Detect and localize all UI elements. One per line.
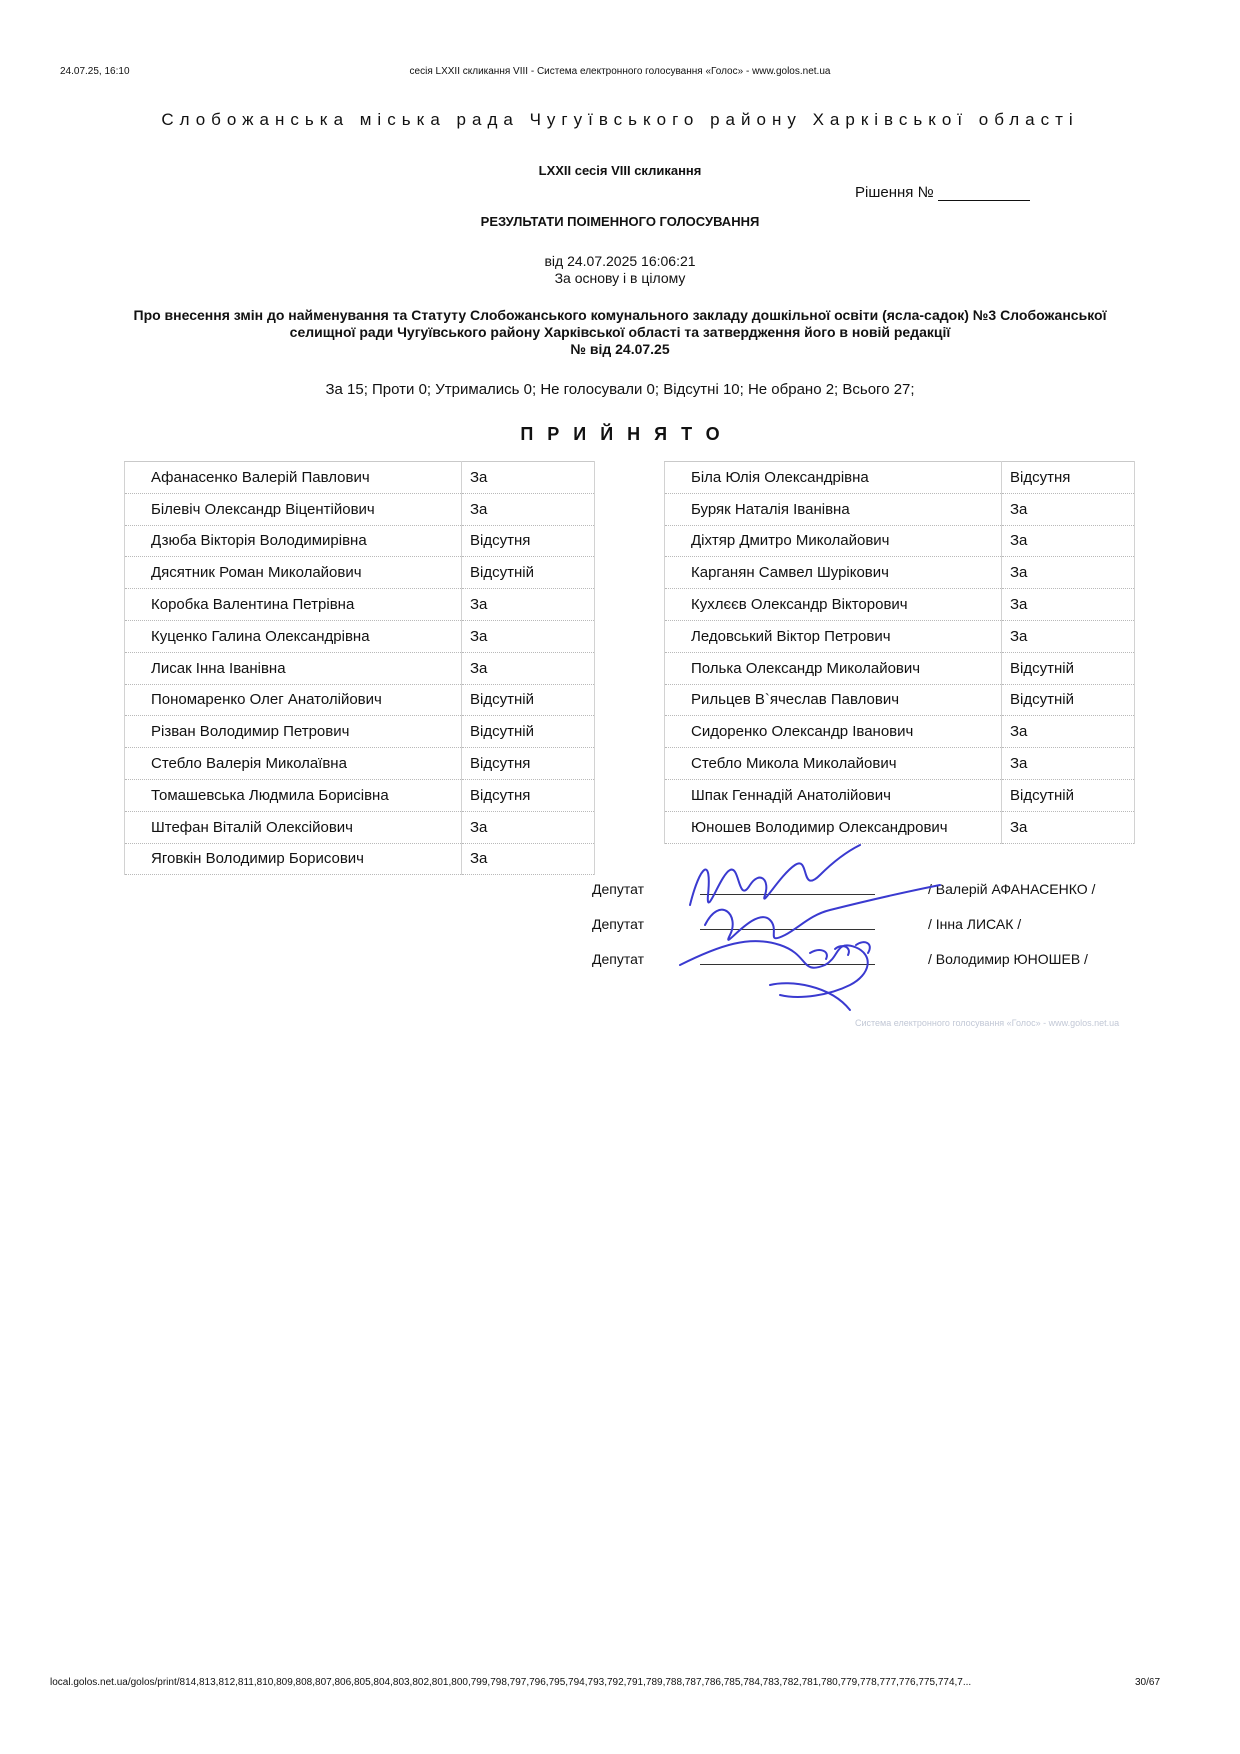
deputy-vote: За: [462, 620, 595, 652]
deputy-vote: За: [1002, 748, 1135, 780]
vote-row: [665, 462, 1135, 494]
deputy-vote: За: [1002, 493, 1135, 525]
handwritten-signatures: [660, 835, 960, 1015]
signatory-name: / Валерій АФАНАСЕНКО /: [928, 881, 1096, 897]
vote-row: [665, 748, 1135, 780]
deputy-name: Томашевська Людмила Борисівна: [125, 779, 462, 811]
council-name: Слобожанська міська рада Чугуївського району Харківської області: [161, 110, 1079, 129]
deputy-vote: За: [462, 843, 595, 875]
deputy-name: Сидоренко Олександр Іванович: [665, 716, 1002, 748]
signatory-label: Депутат: [592, 916, 644, 932]
subject-number: № від 24.07.25: [570, 341, 670, 357]
deputy-name: Біла Юлія Олександрівна: [665, 462, 1002, 494]
vote-row: [125, 620, 595, 652]
deputy-name: Афанасенко Валерій Павлович: [125, 462, 462, 494]
deputy-vote: Відсутня: [1002, 462, 1135, 494]
vote-row: [125, 779, 595, 811]
deputy-vote: За: [462, 652, 595, 684]
vote-row: [125, 462, 595, 494]
votes-table-left: [124, 461, 595, 875]
deputy-vote: За: [462, 462, 595, 494]
results-title: РЕЗУЛЬТАТИ ПОІМЕННОГО ГОЛОСУВАННЯ: [480, 214, 760, 229]
deputy-name: Штефан Віталій Олексійович: [125, 811, 462, 843]
deputy-vote: За: [1002, 811, 1135, 843]
deputy-name: Різван Володимир Петрович: [125, 716, 462, 748]
session-title: LXXII сесія VIII скликання: [538, 163, 702, 178]
deputy-vote: За: [462, 493, 595, 525]
deputy-name: Пономаренко Олег Анатолійович: [125, 684, 462, 716]
vote-row: [665, 525, 1135, 557]
signatory-name: / Володимир ЮНОШЕВ /: [928, 951, 1088, 967]
deputy-vote: За: [1002, 716, 1135, 748]
deputy-name: Стебло Валерія Миколаївна: [125, 748, 462, 780]
signature-stroke: [690, 845, 860, 905]
vote-date: від 24.07.2025 16:06:21: [544, 253, 696, 269]
print-timestamp: 24.07.25, 16:10: [60, 66, 130, 77]
deputy-vote: Відсутня: [462, 748, 595, 780]
deputy-name: Дясятник Роман Миколайович: [125, 557, 462, 589]
deputy-name: Полька Олександр Миколайович: [665, 652, 1002, 684]
vote-row: [125, 557, 595, 589]
deputy-vote: Відсутня: [462, 779, 595, 811]
decision-label: Рішення №: [855, 184, 934, 201]
deputy-vote: Відсутній: [1002, 684, 1135, 716]
vote-row: [125, 652, 595, 684]
deputy-name: Карганян Самвел Шурікович: [665, 557, 1002, 589]
vote-basis: За основу і в цілому: [554, 270, 686, 286]
footer-url: local.golos.net.ua/golos/print/814,813,812,811,810,809,808,807,806,805,804,803,802,801,800,799,798,797,796,795,794,793,792,791,789,788,787,786,785,784,783,782,781,780,779,778,777,776,775,774,7...: [50, 1677, 972, 1688]
deputy-name: Шпак Геннадій Анатолійович: [665, 779, 1002, 811]
vote-row: [665, 557, 1135, 589]
deputy-name: Рильцев В`ячеслав Павлович: [665, 684, 1002, 716]
deputy-name: Кухлєєв Олександр Вікторович: [665, 589, 1002, 621]
vote-row: [125, 748, 595, 780]
deputy-name: Яговкін Володимир Борисович: [125, 843, 462, 875]
deputy-vote: Відсутній: [1002, 652, 1135, 684]
deputy-name: Юношев Володимир Олександрович: [665, 811, 1002, 843]
decision-blank-line: [938, 186, 1030, 201]
vote-row: [125, 589, 595, 621]
signatory-label: Депутат: [592, 881, 644, 897]
vote-row: [665, 684, 1135, 716]
vote-row: [665, 779, 1135, 811]
deputy-name: Куценко Галина Олександрівна: [125, 620, 462, 652]
deputy-vote: Відсутній: [462, 684, 595, 716]
subject-text: Про внесення змін до найменування та Статуту Слобожанського комунального закладу дошкільної освіти (ясла-садок) №3 Слобожанської селищної ради Чугуївського району Харківської області та затвердження його в новій редакції: [133, 307, 1107, 340]
votes-table-right: [664, 461, 1135, 844]
vote-row: [665, 589, 1135, 621]
page-number: 30/67: [1135, 1677, 1161, 1688]
deputy-name: Лисак Інна Іванівна: [125, 652, 462, 684]
print-header-source: сесія LXXII скликання VIII - Система електронного голосування «Голос» - www.golos.net.ua: [409, 66, 831, 77]
signature-stroke: [680, 941, 868, 997]
deputy-vote: Відсутня: [462, 525, 595, 557]
deputy-name: Стебло Микола Миколайович: [665, 748, 1002, 780]
decision-number: [855, 184, 1030, 201]
vote-row: [665, 652, 1135, 684]
vote-result: ПРИЙНЯТО: [520, 424, 734, 444]
vote-row: [125, 811, 595, 843]
deputy-name: Ледовський Віктор Петрович: [665, 620, 1002, 652]
signature-stroke: [705, 885, 940, 940]
vote-row: [125, 843, 595, 875]
vote-date-block: [0, 253, 1240, 287]
deputy-vote: Відсутній: [462, 716, 595, 748]
vote-row: [125, 684, 595, 716]
vote-row: [665, 716, 1135, 748]
vote-row: [665, 620, 1135, 652]
vote-row: [125, 493, 595, 525]
deputy-name: Дзюба Вікторія Володимирівна: [125, 525, 462, 557]
deputy-name: Буряк Наталія Іванівна: [665, 493, 1002, 525]
deputy-vote: За: [1002, 589, 1135, 621]
deputy-vote: За: [462, 589, 595, 621]
deputy-name: Білевіч Олександр Віцентійович: [125, 493, 462, 525]
vote-row: [125, 525, 595, 557]
signatory-label: Депутат: [592, 951, 644, 967]
deputy-name: Діхтяр Дмитро Миколайович: [665, 525, 1002, 557]
deputy-vote: За: [1002, 620, 1135, 652]
deputy-vote: За: [462, 811, 595, 843]
vote-row: [665, 493, 1135, 525]
vote-totals: За 15; Проти 0; Утримались 0; Не голосували 0; Відсутні 10; Не обрано 2; Всього 27;: [325, 381, 915, 398]
deputy-vote: За: [1002, 557, 1135, 589]
deputy-name: Коробка Валентина Петрівна: [125, 589, 462, 621]
deputy-vote: Відсутній: [462, 557, 595, 589]
subject-block: [120, 307, 1120, 358]
vote-row: [125, 716, 595, 748]
signatory-name: / Інна ЛИСАК /: [928, 916, 1022, 932]
deputy-vote: За: [1002, 525, 1135, 557]
deputy-vote: Відсутній: [1002, 779, 1135, 811]
system-watermark: Система електронного голосування «Голос» - www.golos.net.ua: [855, 1018, 1120, 1028]
